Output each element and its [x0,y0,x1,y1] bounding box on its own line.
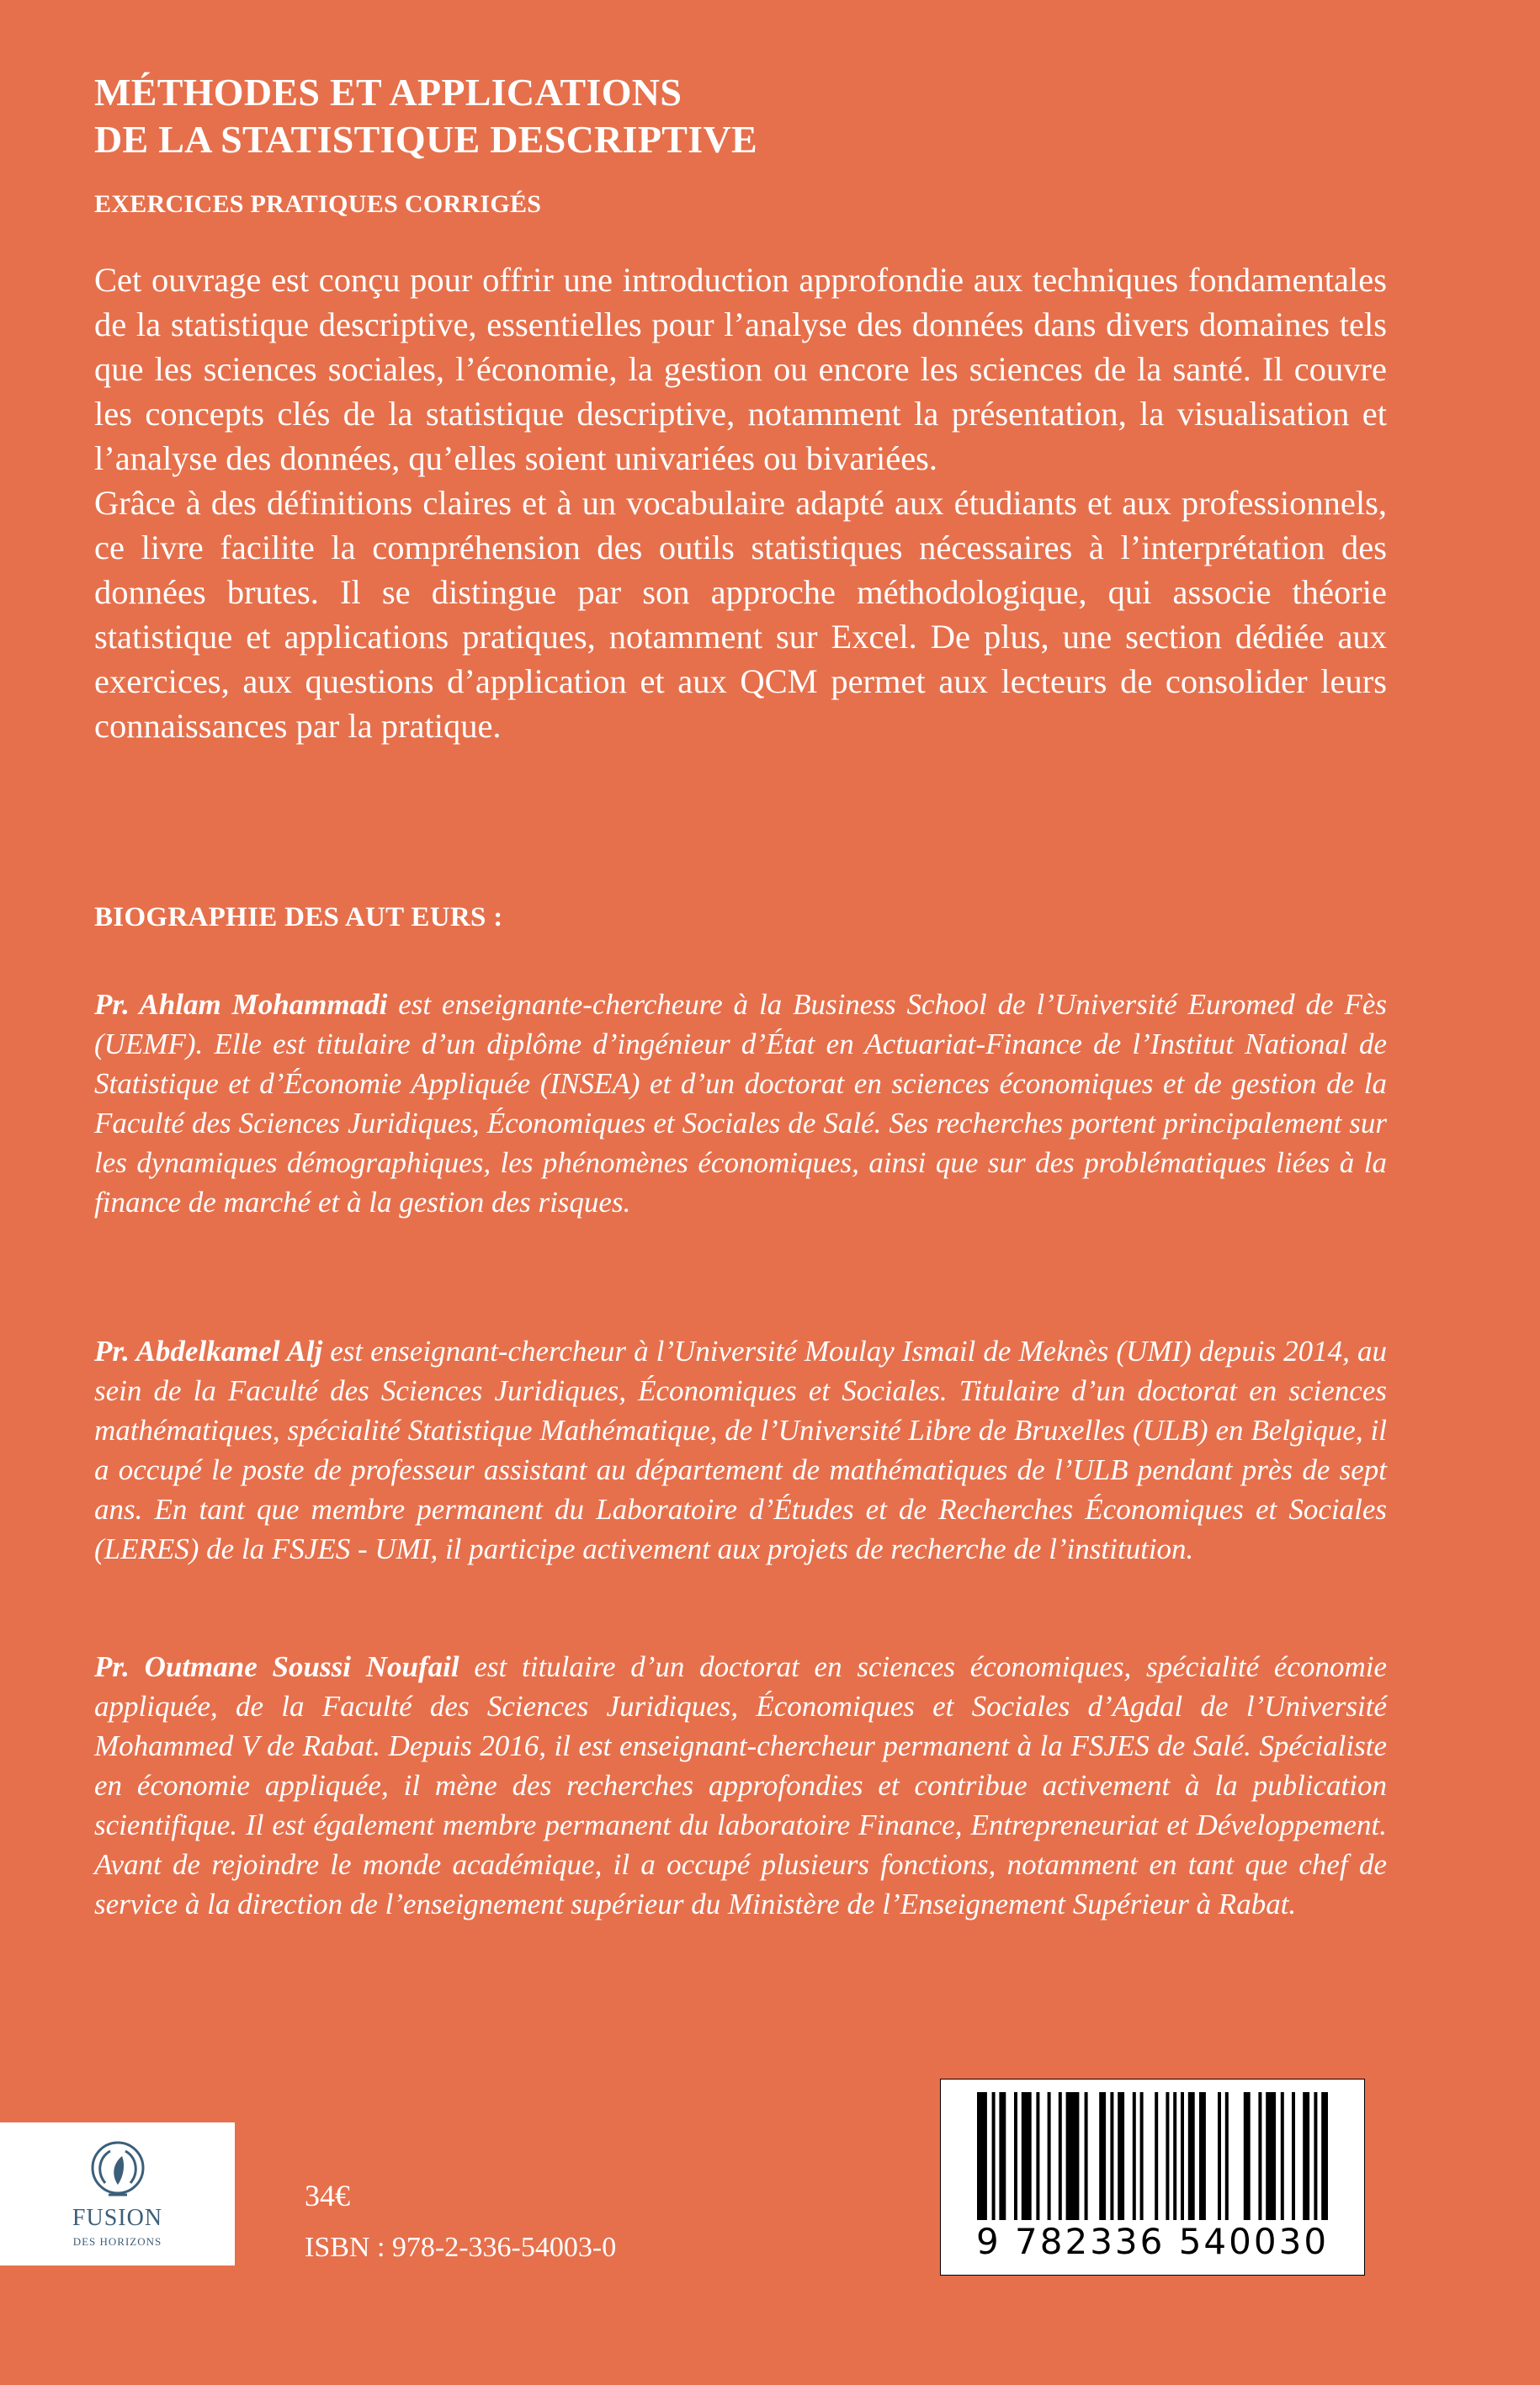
book-summary [94,258,1387,748]
title-line-2: DE LA STATISTIQUE DESCRIPTIVE [94,118,757,161]
book-subtitle: EXERCICES PRATIQUES CORRIGÉS [94,190,542,218]
publisher-emblem-icon [88,2139,147,2203]
publisher-name: FUSION [72,2205,163,2231]
barcode-bar [1292,2092,1295,2220]
barcode-bar [1244,2092,1251,2220]
barcode-bar [1188,2092,1195,2220]
barcode-bar [1218,2092,1221,2220]
summary-paragraph-2: Grâce à des définitions claires et à un vocabulaire adapté aux étudiants et aux professionnels, ce livre facilite la compréhension des outils statistiques nécessaires à l’interprétation des données brutes. Il se distingue par son approche méthodologique, qui associe théorie statistique et applications pratiques, notamment sur Excel. De plus, une section dédiée aux exercices, aux questions d’application et aux QCM permet aux lecteurs de consolider leurs connaissances par la pratique. [94,484,1387,745]
barcode-bar [1066,2092,1080,2220]
author-name-3: Pr. Outmane Soussi Noufail [94,1650,459,1683]
barcode-bar [1314,2092,1317,2220]
author-name-2: Pr. Abdelkamel Alj [94,1335,323,1368]
barcode-bar [1303,2092,1309,2220]
author-bio-text-1: est enseignante-chercheure à la Business School de l’Université Euromed de Fès (UEMF). Elle est titulaire d’un diplôme d’ingénieur d’État en Actuariat-Finance de l’Institut National de Statistique et d’Économie Appliquée (INSEA) et d’un doctorat en sciences économiques et de gestion de la Faculté des Sciences Juridiques, Économiques et Sociales de Salé. Ses recherches portent principalement sur les dynamiques démographiques, les phénomènes économiques, ainsi que sur des problématiques liées à la finance de marché et à la gestion des risques. [94,988,1388,1219]
author-bio-text-3: est titulaire d’un doctorat en sciences économiques, spécialité économie appliquée, de la Faculté des Sciences Juridiques, Économiques et Sociales d’Agdal de l’Université Mohammed V de Rabat. Depuis 2016, il est enseignant-chercheur permanent à la FSJES de Salé. Spécialiste en économie appliquée, il mène des recherches approfondies et contribue activement à la publication scientifique. Il est également membre permanent du laboratoire Finance, Entrepreneuriat et Développement. Avant de rejoindre le monde académique, il a occupé plusieurs fonctions, notamment en tant que chef de service à la direction de l’enseignement supérieur du Ministère de l’Enseignement Supérieur à Rabat. [94,1650,1387,1920]
barcode-bar [1225,2092,1229,2220]
barcode-bar [1133,2092,1136,2220]
author-name-1: Pr. Ahlam Mohammadi [94,988,388,1021]
barcode-bar [1036,2092,1039,2220]
barcode-bar [1281,2092,1284,2220]
barcode-bar [1166,2092,1169,2220]
publisher-logo [0,2122,235,2265]
barcode-bar [1014,2092,1017,2220]
barcode-bar [1099,2092,1106,2220]
barcode-bar [1258,2092,1261,2220]
biography-heading: BIOGRAPHIE DES AUT EURS : [94,902,503,932]
barcode [940,2079,1365,2276]
barcode-bar [1110,2092,1113,2220]
barcode-number: 9 782336 540030 [975,2221,1330,2262]
author-bio-text-2: est enseignant-chercheur à l’Université Moulay Ismail de Meknès (UMI) depuis 2014, au sein de la Faculté des Sciences Juridiques, Économiques et Sociales. Titulaire d’un doctorat en sciences mathématiques, spécialité Statistique Mathématique, de l’Université Libre de Bruxelles (ULB) en Belgique, il a occupé le poste de professeur assistant au département de mathématiques de l’ULB pendant près de sept ans. En tant que membre permanent du Laboratoire d’Études et de Recherches Économiques et Sociales (LERES) de la FSJES - UMI, il participe activement aux projets de recherche de l’institution. [94,1335,1387,1565]
barcode-bar [1155,2092,1158,2220]
barcode-bar [1118,2092,1124,2220]
barcode-bar [977,2092,987,2220]
author-bio-1 [94,985,1387,1222]
barcode-bar [1022,2092,1032,2220]
barcode-bar [1173,2092,1176,2220]
barcode-bar [1085,2092,1088,2220]
title-line-1: MÉTHODES ET APPLICATIONS [94,71,682,114]
barcode-bar [1181,2092,1184,2220]
barcode-bar [1140,2092,1144,2220]
barcode-bar [999,2092,1006,2220]
barcode-bars [977,2092,1328,2220]
barcode-bar [1321,2092,1328,2220]
price: 34€ [305,2179,350,2212]
summary-paragraph-1: Cet ouvrage est conçu pour offrir une introduction approfondie aux techniques fondamentales de la statistique descriptive, essentielles pour l’analyse des données dans divers domaines tels que les sciences sociales, l’économie, la gestion ou encore les sciences de la santé. Il couvre les concepts clés de la statistique descriptive, notamment la présentation, la visualisation et l’analyse des données, qu’elles soient univariées ou bivariées. [94,261,1387,477]
barcode-bar [1059,2092,1062,2220]
barcode-bar [1199,2092,1206,2220]
publisher-subname: DES HORIZONS [72,2235,162,2248]
barcode-bar [992,2092,996,2220]
author-bio-3 [94,1647,1387,1924]
barcode-bar [1048,2092,1051,2220]
isbn: ISBN : 978-2-336-54003-0 [305,2232,617,2263]
barcode-bar [1266,2092,1276,2220]
author-bio-2 [94,1331,1387,1569]
book-title [94,69,1188,163]
